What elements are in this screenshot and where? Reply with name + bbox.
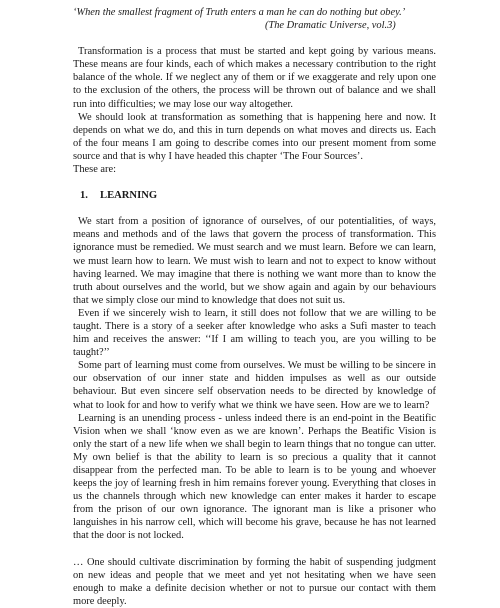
epigraph bbox=[73, 6, 436, 32]
body-paragraph: Even if we sincerely wish to learn, it still does not follow that we are willing to be taught. There is a story of a seeker after knowledge who asks a Sufi master to teach him and receives the answer: ‘‘If I am willing to teach you, are you willing to be taught?’’ bbox=[73, 307, 436, 359]
body-paragraph: Learning is an unending process - unless indeed there is an end-point in the Beatific Vision when we shall ‘know even as we are known’. Perhaps the Beatific Vision is only the start of a new life when we shall begin to learn things that no tongue can utter. My own belief is that the ability to learn is so precious a quality that it cannot disappear from the perfected man. To be able to learn is to be young and whoever keeps the joy of learning fresh in him remains forever young. Everything that closes in us the channels through which new knowledge can enter makes it harder to escape from the prison of our own ignorance. The ignorant man is like a prisoner who languishes in his narrow cell, which will become his grave, because he has not learned that the door is not locked. bbox=[73, 412, 436, 542]
body-paragraph: Some part of learning must come from ourselves. We must be willing to be sincere in our observation of our inner state and hidden impulses as well as our outside behaviour. But even sincere self observation needs to be directed by knowledge of what to look for and how to verify what we think we have seen. How are we to learn? bbox=[73, 360, 436, 411]
closing-paragraph: … One should cultivate discrimination by forming the habit of suspending judgment on new ideas and people that we meet and yet not hesitating when we have seen enough to make a definite decision whether or not to pursue our contact with them more deeply. bbox=[73, 556, 436, 607]
intro-paragraph: We should look at transformation as something that is happening here and now. It depends on what we do, and this in turn depends on what moves and directs us. Each of the four means I am going to describe comes into our present moment from some source and that is why I have headed this chapter ‘The Four Sources’. bbox=[73, 111, 436, 162]
epigraph-quote: ‘When the smallest fragment of Truth enters a man he can do nothing but obey.’ bbox=[73, 7, 406, 18]
intro-paragraph: These are: bbox=[73, 164, 116, 176]
epigraph-source: (The Dramatic Universe, vol.3) bbox=[265, 20, 396, 32]
section-title: LEARNING bbox=[100, 190, 158, 202]
section-heading bbox=[80, 189, 436, 202]
body-paragraph: We start from a position of ignorance of ourselves, of our potentialities, of ways, means and methods and of the laws that govern the process of transformation. This ignorance must be remedied. We must search and we must learn. Before we can learn, we must learn how to learn. We must wish to learn and not to expect to know without having learned. We may imagine that there is nothing we want more than to know the truth about ourselves and the world, but we show again and again by our behaviours that we simply close our mind to knowledge that does not suit us. bbox=[73, 216, 436, 306]
intro-paragraph: Transformation is a process that must be started and kept going by various means. These means are four kinds, each of which makes a necessary contribution to the right balance of the whole. If we neglect any of them or if we exaggerate and rely upon one to the exclusion of the others, the process will be thrown out of balance and we shall run into difficulties; we may lose our way altogether. bbox=[73, 46, 436, 110]
section-number: 1. bbox=[80, 190, 88, 202]
